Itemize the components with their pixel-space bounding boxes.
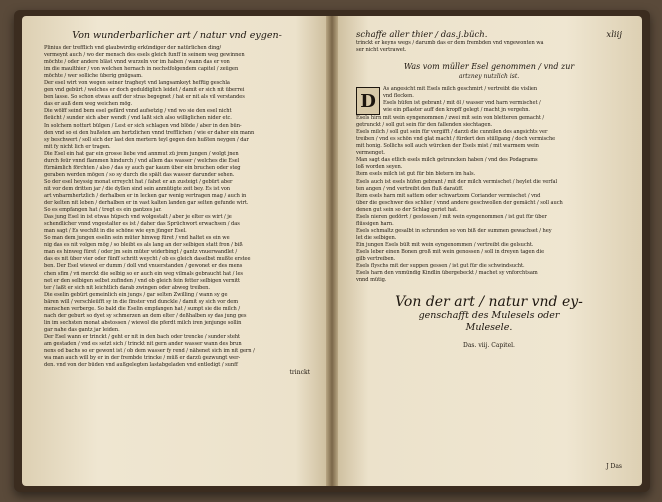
- text-line: Der esel wirt von wegen seiner tragheyt vnd langsamkeyt hefftig geschla: [44, 80, 230, 87]
- text-line: wa man auch will by er in der frembde trincke / müß er darzü gezwungt wer-: [44, 355, 241, 362]
- text-line: Die eselin gebürt gemeinlich ein jungs / gar selten Zwilling / wann sy ge: [44, 291, 228, 298]
- text-line: denen gut sein so der Schlag geriet hat.: [356, 206, 458, 213]
- book: [14, 10, 650, 492]
- text-line: let die selbigen.: [356, 234, 397, 241]
- text-line: den. vnd von der büden vnd außgelegten lastabgeladen vnd entledigt / sunff: [44, 362, 238, 369]
- text-line: sy beschwert / soll sich der last den mertern teyl gegen den hußten neygen / dar: [44, 136, 249, 143]
- chapter-title-line2: genschafft des Mulesels oder: [418, 310, 560, 322]
- text-line: im die maulthier / von welchen hernach in nechstfolgendem capitel / zeügen: [44, 66, 239, 73]
- text-line: As angesicht mit Esels milch geschmirt / vertreibt die vislien: [383, 86, 538, 93]
- right-body-text: [356, 115, 622, 284]
- text-line: möchte / oder andere bläst vnnd wurzeln vor im haben / wann das er von: [44, 59, 230, 66]
- text-line: gen vnd gebürt / welches er doch geduldiglich leidet / damit er sich nit überrei: [44, 87, 245, 94]
- initial-lines: [383, 86, 622, 114]
- text-line: So man dem jungen eselin sein müter hinweg füret / vnd haltet es ein we: [44, 235, 230, 242]
- text-line: Plinius der trefflich vnd glaubwirdig erkündiger der natürlichen ding/: [44, 45, 222, 51]
- text-line: Man sagt das etlich esels milch getruncken haben / vnd des Podagrams: [356, 157, 538, 164]
- text-line: mit honig. Sollichs soll auch würcken der Esels mist / mit warmem wein: [356, 143, 539, 150]
- text-line: Esels leber einen Bonen groß mit wein genossen / soll in dreyen tagen die: [356, 248, 545, 255]
- text-line: ben lasse. So schon etwas auff der stras begegnet / hat er nit als vil verstandes: [44, 94, 245, 101]
- text-line: vnd flecken.: [383, 93, 414, 100]
- text-line: Esels nieren gedörrt / gestossen / mit wein eyngenommen / ist gut für über: [356, 213, 547, 220]
- text-line: Das jung Esel in ist etwas hüpsch vnd wolgestalt / aber je elter es wirt / je: [44, 214, 232, 221]
- text-line: schendlicher vnnd vngestalter es ist / daher das Sprüchwort erwachsen / das: [44, 221, 240, 228]
- text-line: ben. Der Esel wiewol er dumm / doll vnd vnuerstanden / gewonet er des mens: [44, 263, 243, 270]
- text-line: Die Esel ein hat gar ein grosse liebe vnd annmut zü jrem jungen / wolgt jnen: [44, 150, 239, 157]
- section-subheading: artzney nutzlich ist.: [458, 73, 520, 81]
- text-line: Esels harn den vnmündig Kindlin übergebeckt / machet sy vnforchtsam: [356, 270, 538, 277]
- text-line: nit vor dem dritten jar / die dyllen sind sein anmütigte zeit bey. Es ist von: [44, 185, 231, 192]
- text-line: mit fy nicht lich er tragen.: [44, 143, 111, 150]
- text-line: Ein jungen Esels bült mit wein eyngenommen / vertreibt die gelsucht.: [356, 241, 534, 248]
- text-line: loß worden seyen.: [356, 164, 403, 171]
- text-line: Esels auch ist esels hüfen gebrant / mit der milch vermischet / heylet die verfal: [356, 178, 558, 185]
- text-line: So es empfangen hat / tregt es ein gantzes jar.: [44, 207, 162, 214]
- left-catchword: trinckt: [289, 369, 310, 377]
- initial-paragraph: [356, 86, 622, 115]
- text-line: wie ein pflaster auff den kropff gelegt / macht jn vergehn.: [383, 107, 530, 114]
- text-line: nach der geburt so dyet sy schmerzen an dem elter / deßhalben sy das jung ges: [44, 312, 247, 319]
- chapter-title-line3: Mulesele.: [465, 322, 513, 334]
- text-line: treiben / vnd es schön vnd glat macht / fürdert den stüllgang / doch vermische: [356, 136, 556, 143]
- text-line: möchte / wer solliche überig gnügsam.: [44, 73, 143, 80]
- text-line: art vnbarmhertzlich / derhalben er in lecken gar wenig vertragen mag / auch in: [44, 192, 247, 199]
- text-line: Item esels harn mit sattem oder schwartzem Coriander vermischet / vnd: [356, 192, 541, 199]
- section-heading: Was vom müller Esel genommen / vnd zur: [403, 62, 575, 72]
- right-page: [338, 16, 642, 486]
- text-line: fürnämlich förchten / also / das sy auch gar kaum über ein bruchen oder steg: [44, 164, 241, 171]
- text-line: das er auß dem weg weichen mög.: [44, 101, 133, 108]
- text-line: man sagt / Es wechßt in die schöne wie eyn jünger Esel.: [44, 228, 187, 235]
- chapter-number: Das. viij. Capitel.: [463, 342, 515, 350]
- text-line: getrunckt / soll gut sein für den fallenden siechtagen.: [356, 122, 493, 129]
- text-line: Esels hirn mit wein eyngenommen / zwei mit sein von bletteren gemacht /: [356, 115, 545, 122]
- text-line: Esels flyschs mit der suppen gessen / ist gut für die schwindsucht.: [356, 263, 525, 270]
- text-line: Esels schmaltz gesalbt in schrunden so von biß der summen gewachset / hey: [356, 227, 552, 234]
- text-line: nig das es nit volgen mög / so bleibt es als lang an der selbigen statt fron / biß: [44, 242, 243, 249]
- right-running-head-title: schaffe aller thier / das.j.büch.: [356, 30, 488, 40]
- text-line: flüssigen harn.: [356, 220, 394, 227]
- text-line: am gestaden / vnd es setzt sich / trinckt nit gern ander wasser wann des brun: [44, 340, 242, 347]
- text-line: Esels milch / soll gut sein für vergifft / darzü die cunnilen des angsichts ver: [356, 129, 548, 136]
- text-line: der kelten nit leben / derhalben er in vast kalten landen gar selten gefunde wirt.: [44, 200, 249, 207]
- text-line: So der esel heyssig monat erreycht hat / fahet er an zusteigt / gebürt aber: [44, 178, 233, 185]
- text-line: net er den selbigen selbst zufinden / vnd ob gleich fein fetter selbigen vernitt: [44, 277, 241, 284]
- book-gutter: [326, 16, 338, 486]
- right-intro-text: [356, 40, 622, 54]
- text-line: vnnd mütig.: [356, 277, 387, 284]
- text-line: das es nit über vier oder fünff schritt weycht / ob es gleich daselbst mußte erstee: [44, 256, 251, 263]
- right-catchword: J Das: [606, 463, 622, 470]
- text-line: vermenget.: [356, 150, 385, 157]
- text-line: Esels hüfen ist gebrant / mit öl / wasser vnd harn vermischet /: [383, 100, 541, 107]
- text-line: gar nahe das gantz jar leiden.: [44, 326, 120, 333]
- text-line: man es hinweg füret / oder jm sein müter widerbingt / gantz vnuerwandlet /: [44, 249, 238, 256]
- folio-number: xliij: [606, 30, 622, 40]
- text-line: ter / laßt er sich nit leichtlich darab zwingen oder abweg treiben.: [44, 284, 210, 291]
- left-page: [22, 16, 326, 486]
- right-running-head: [356, 30, 622, 40]
- text-line: In solchem notturt bülgen / Lest er sich schlagen vnd blöde / aber in den bün-: [44, 122, 242, 129]
- text-line: Der Esel wann er trinckt / geht er nit in den bach oder trencke / sunder steht: [44, 333, 241, 340]
- text-line: gilb vertreiben.: [356, 256, 396, 263]
- text-line: durch feür vnnd flammen hindurch / vnd allem das wasser / welches die Esel: [44, 157, 240, 164]
- text-line: Die wölff seind bem esel gefärd vnnd aufsetzig / vnd wo sie den esel nicht: [44, 108, 232, 115]
- text-line: geraben werden mögen / so sy durch die spält das wasser darunder sehen.: [44, 171, 235, 178]
- chapter-title-line1: Von der art / natur vnd ey-: [395, 294, 583, 311]
- text-line: bären will / verschleüfft sy in die finster vnd dunckle / damit sy sich vor dem: [44, 298, 239, 305]
- left-body-text: [44, 45, 310, 369]
- text-line: nens od bachs so er gewont ist / ob dem wasser fy rend / nähenet sich im nit gern /: [44, 348, 255, 355]
- text-line: ten angen / vnd vertreibt den fluß daraüff.: [356, 185, 464, 192]
- text-line: trinckt er keyns wegs / darumb das er dem frembden vnd vngewonten wa: [356, 40, 544, 46]
- text-line: über die geschwer des schlier / vnnd andere geschwollen der gemächt / soll auch: [356, 199, 563, 206]
- decorated-initial: D: [356, 87, 380, 115]
- text-line: chen sfim / vñ merckt die selbig so er auch ein weg vilmals gebraucht hat / les: [44, 270, 243, 277]
- text-line: den vnd so ei den hußsten am hertzlichen vnnd trefflichen / wie er daher ein mann: [44, 129, 255, 136]
- text-line: Item esels milch ist gut für bin bletern im hals.: [356, 171, 476, 178]
- text-line: lin im sechsten monat abstossen / wiewol die pferdt milch iren jenjunge sollin: [44, 319, 242, 326]
- left-running-head: Von wunderbarlicher art / natur vnd eygen-: [72, 30, 282, 41]
- text-line: fleücht / sunder sich aber wendt / vnd laßt sich also williglichen nider etc.: [44, 115, 232, 122]
- text-line: vermeynt auch / wo der mensch des esels gleich funff in seinem weg gewinnen: [44, 52, 245, 59]
- text-line: menschen verberge. So bald die Eselin empfangen hat / sumpt sie die milch /: [44, 305, 241, 312]
- text-line: ser nicht vertrawet.: [356, 47, 407, 54]
